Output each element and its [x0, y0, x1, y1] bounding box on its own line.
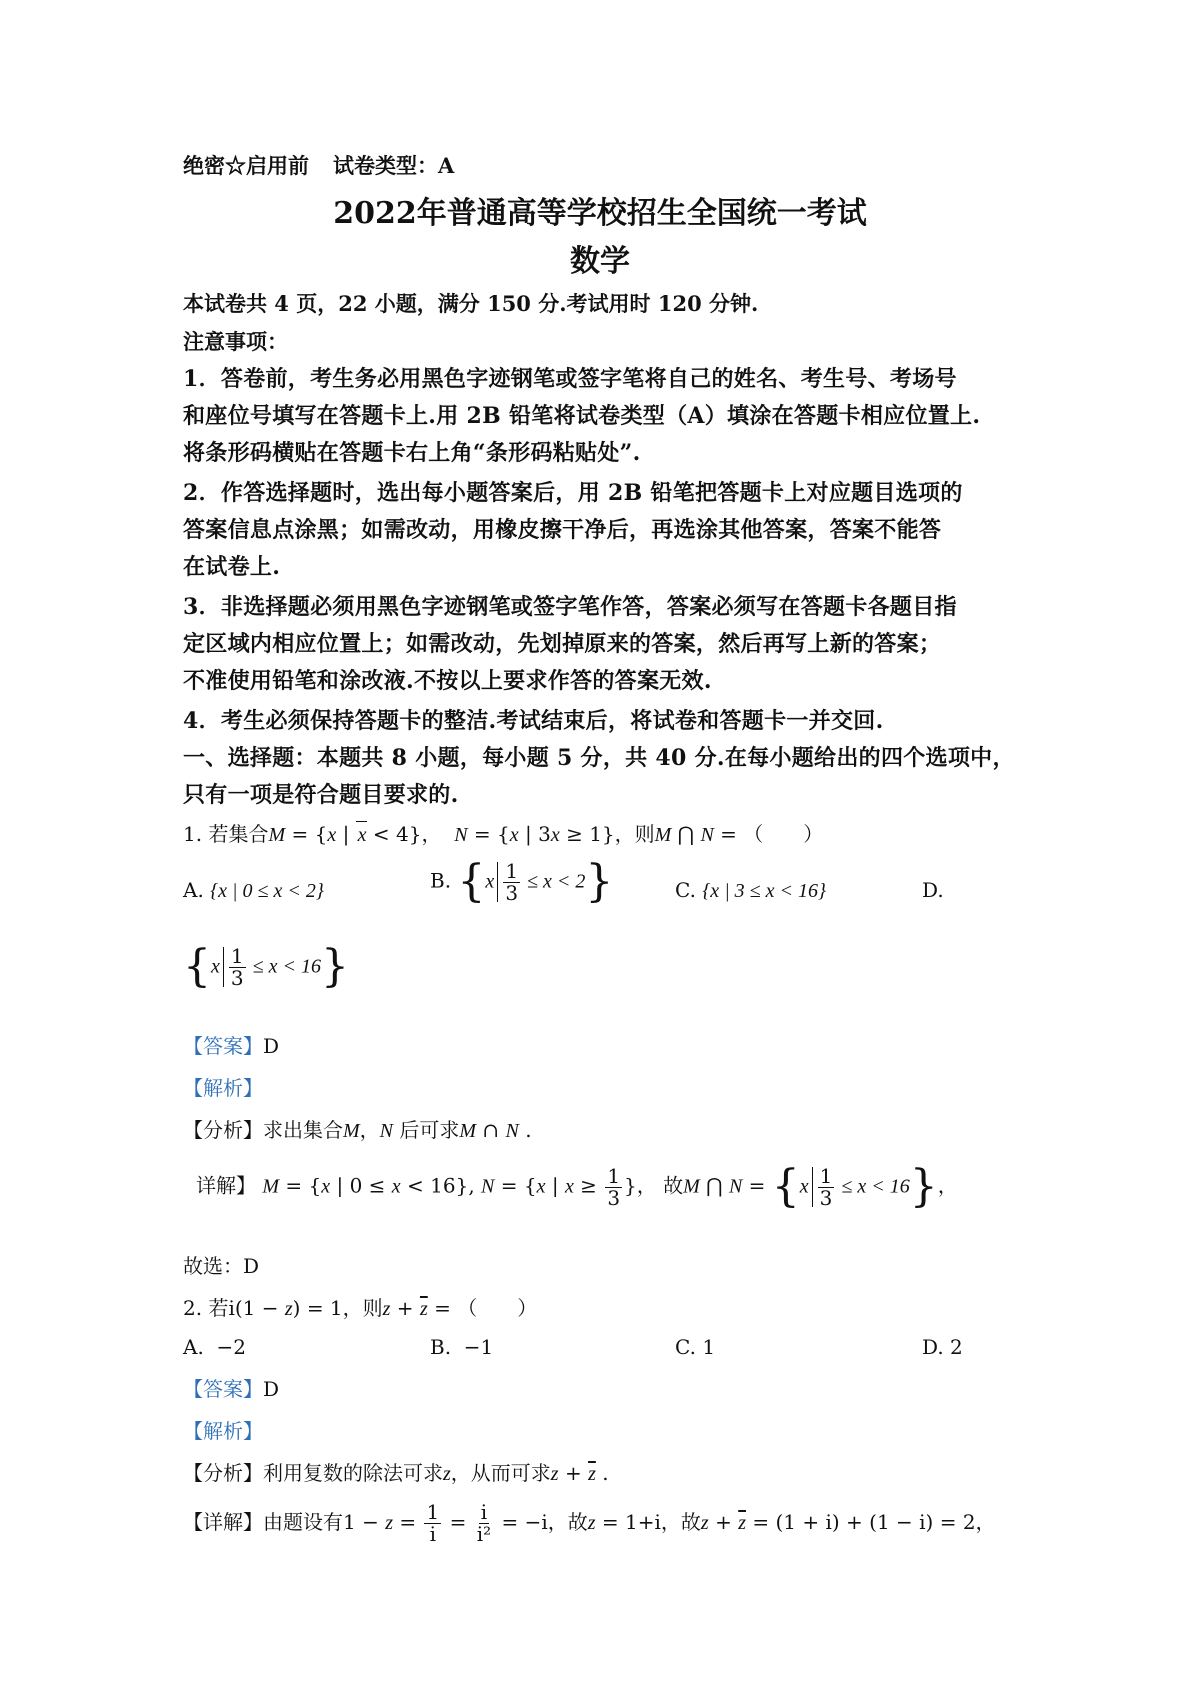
notice-line: 3．非选择题必须用黑色字迹钢笔或签字笔作答，答案必须写在答题卡各题目指 [183, 594, 957, 620]
notice-line: 将条形码横贴在答题卡右上角“条形码粘贴处”. [183, 440, 641, 466]
q2-detail: 【详解】由题设有1 − z = $\frac{1}{i}$ = $\frac{i}{\text{i²}}$ = −i，故z = 1+i，故$z + \overline{z} = (1 + i) + (1 - i) = 2$， [183, 1500, 996, 1546]
notice-line: 不准使用铅笔和涂改液.不按以上要求作答的答案无效. [183, 668, 712, 694]
notice-line: 在试卷上. [183, 554, 281, 580]
exam-title: 2022年普通高等学校招生全国统一考试 [333, 196, 867, 231]
analysis-label: 【解析】 [183, 1419, 263, 1443]
q2-option-d: D. 2 [922, 1335, 963, 1359]
q2-option-a: A. −2 [183, 1335, 247, 1359]
secret-mark: 绝密☆启用前 [183, 153, 309, 178]
notice-line: 定区域内相应位置上；如需改动，先划掉原来的答案，然后再写上新的答案； [183, 631, 942, 657]
q1-option-d-label: D. [922, 878, 944, 902]
q1-stem: 1. 若集合M = {x | x < 4}， N = {x | 3x ≥ 1}，则M ⋂ N = （ ） [183, 822, 824, 846]
q1-option-d: {x $\frac{1}{3}$ ≤ x < 16} [183, 941, 349, 992]
q2-number: 2. [183, 1296, 203, 1320]
answer-label: 【答案】 [183, 1034, 263, 1058]
answer-label: 【答案】 [183, 1377, 263, 1401]
q1-detail: 详解】 M = {x | 0 ≤ x < 16}, N = {x | x ≥ $\frac{1}{3}$ }， 故M ⋂ N = {x $\frac{1}{3}$ ≤ x < 16}， [196, 1161, 958, 1212]
q1-answer [183, 1030, 279, 1059]
q2-option-c: C. 1 [675, 1335, 716, 1359]
q1-option-b: B. {x $\frac{1}{3}$ ≤ x < 2} [430, 856, 614, 907]
paper-type: 试卷类型：A [333, 153, 455, 178]
notice-line: 2．作答选择题时，选出每小题答案后，用 2B 铅笔把答题卡上对应题目选项的 [183, 480, 963, 506]
q1-option-a: A. {x | 0 ≤ x < 2} [183, 878, 324, 902]
notice-line: 和座位号填写在答题卡上.用 2B 铅笔将试卷类型（A）填涂在答题卡相应位置上. [183, 403, 981, 429]
q1-number: 1. [183, 822, 203, 846]
q2-fenxi: 【分析】利用复数的除法可求z，从而可求$z + \overline{z}$ . [183, 1461, 609, 1485]
exam-summary: 本试卷共 4 页，22 小题，满分 150 分.考试用时 120 分钟. [183, 291, 759, 316]
notice-line: 1．答卷前，考生务必用黑色字迹钢笔或签字笔将自己的姓名、考生号、考场号 [183, 366, 957, 392]
analysis-label: 【解析】 [183, 1076, 263, 1100]
notice-line: 答案信息点涂黑；如需改动，用橡皮擦干净后，再选涂其他答案，答案不能答 [183, 517, 942, 543]
q2-answer [183, 1373, 279, 1402]
subject-title: 数学 [570, 244, 630, 279]
q1-option-c: C. {x | 3 ≤ x < 16} [675, 878, 827, 902]
notice-line: 4．考生必须保持答题卡的整洁.考试结束后，将试卷和答题卡一并交回. [183, 708, 884, 734]
q1-conclusion: 故选：D [183, 1254, 260, 1278]
answer-value: D [263, 1377, 280, 1401]
answer-value: D [263, 1034, 280, 1058]
q2-option-b: B. −1 [430, 1335, 494, 1359]
q1-fenxi: 【分析】求出集合M，N 后可求M ∩ N . [183, 1118, 532, 1142]
notes-heading: 注意事项： [183, 329, 288, 354]
header-line [183, 150, 454, 180]
answer-blank: （ ） [743, 822, 824, 846]
section-heading: 一、选择题：本题共 8 小题，每小题 5 分，共 40 分.在每小题给出的四个选项中， [183, 745, 1015, 771]
answer-blank: （ ） [457, 1296, 538, 1320]
q2-stem: 2. 若i(1 − z) = 1，则$z + \overline{z}$ = （ ） [183, 1296, 538, 1320]
section-heading: 只有一项是符合题目要求的. [183, 782, 459, 808]
